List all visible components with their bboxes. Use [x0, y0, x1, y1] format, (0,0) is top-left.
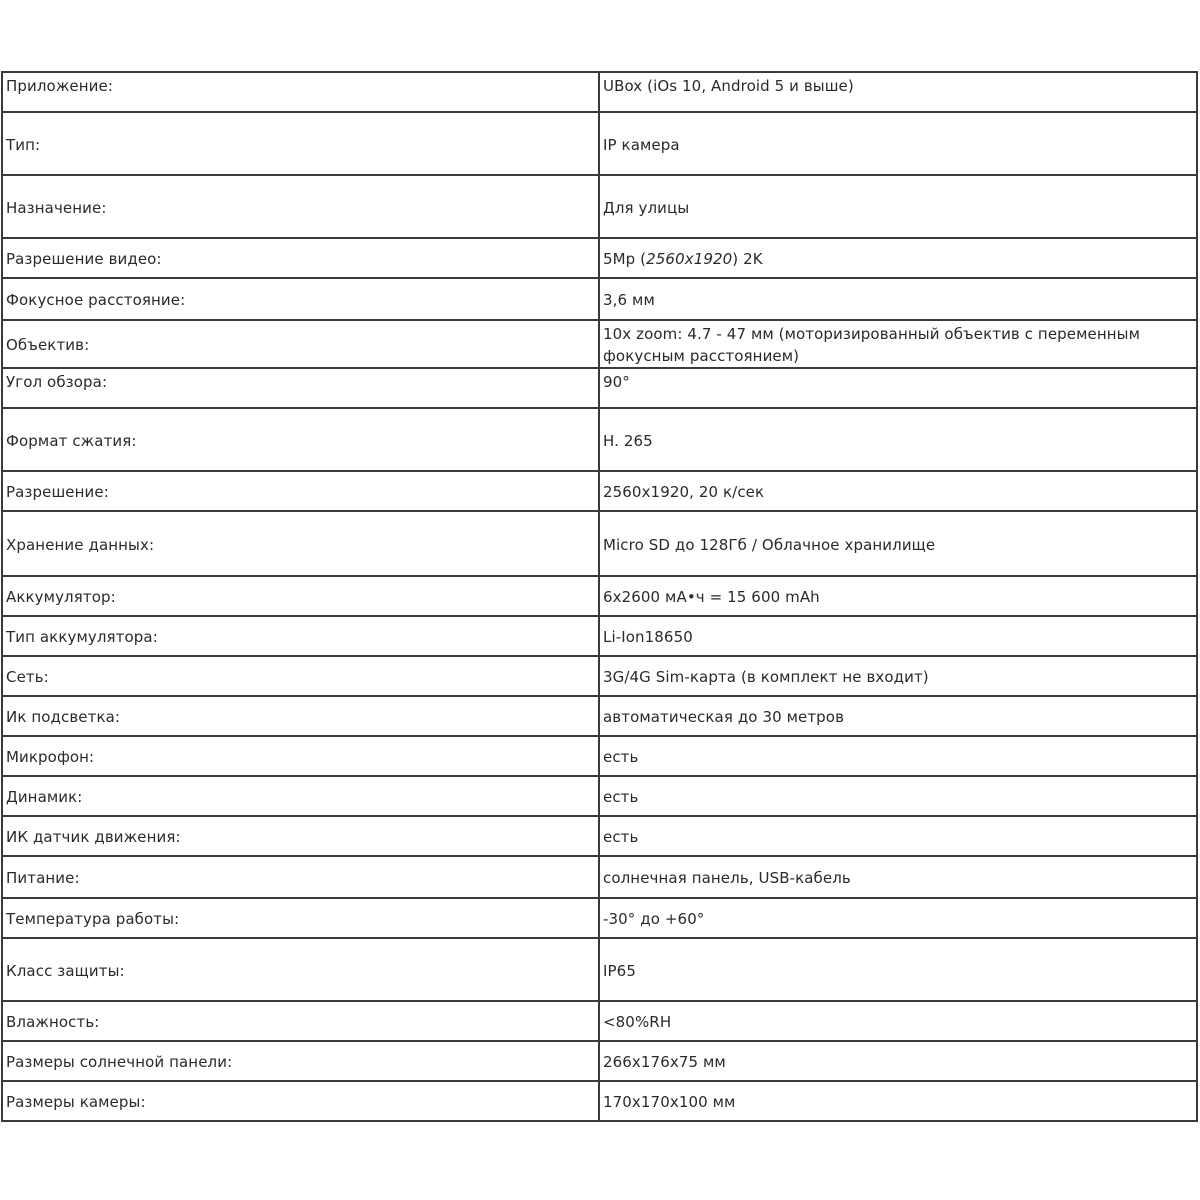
spec-label: Разрешение: [2, 471, 599, 511]
spec-label: Угол обзора: [2, 368, 599, 408]
spec-value: Li-Ion18650 [599, 616, 1197, 656]
spec-label: Динамик: [2, 776, 599, 816]
spec-value: есть [599, 816, 1197, 856]
spec-label: Температура работы: [2, 898, 599, 938]
table-row [2, 238, 1197, 278]
spec-value: H. 265 [599, 408, 1197, 471]
table-row [2, 856, 1197, 898]
table-row [2, 511, 1197, 576]
spec-value: 3G/4G Sim-карта (в комплект не входит) [599, 656, 1197, 696]
table-row [2, 776, 1197, 816]
spec-label: Питание: [2, 856, 599, 898]
table-row [2, 898, 1197, 938]
table-row [2, 320, 1197, 368]
spec-label: Аккумулятор: [2, 576, 599, 616]
spec-label: ИК датчик движения: [2, 816, 599, 856]
spec-value: IP камера [599, 112, 1197, 175]
spec-label: Влажность: [2, 1001, 599, 1041]
spec-value: 10x zoom: 4.7 - 47 мм (моторизированный объектив с переменным фокусным расстоянием) [599, 320, 1197, 368]
spec-label: Фокусное расстояние: [2, 278, 599, 320]
spec-value: 266x176x75 мм [599, 1041, 1197, 1081]
spec-value: автоматическая до 30 метров [599, 696, 1197, 736]
table-row [2, 938, 1197, 1001]
table-row [2, 112, 1197, 175]
value-prefix: 5Mp ( [603, 250, 647, 268]
spec-value: 6x2600 мА•ч = 15 600 mAh [599, 576, 1197, 616]
table-row [2, 576, 1197, 616]
spec-value: 2560x1920, 20 к/сек [599, 471, 1197, 511]
table-row [2, 471, 1197, 511]
spec-value [599, 238, 1197, 278]
table-row [2, 1041, 1197, 1081]
spec-value: солнечная панель, USB-кабель [599, 856, 1197, 898]
spec-label: Приложение: [2, 72, 599, 112]
spec-label: Объектив: [2, 320, 599, 368]
table-row [2, 816, 1197, 856]
spec-value: Micro SD до 128Гб / Облачное хранилище [599, 511, 1197, 576]
spec-table [1, 71, 1198, 1122]
spec-label: Микрофон: [2, 736, 599, 776]
spec-value: 3,6 мм [599, 278, 1197, 320]
value-italic: 2560x1920 [646, 250, 733, 268]
spec-value: есть [599, 776, 1197, 816]
table-row [2, 368, 1197, 408]
spec-value: -30° до +60° [599, 898, 1197, 938]
spec-value: 170x170x100 мм [599, 1081, 1197, 1121]
spec-label: Разрешение видео: [2, 238, 599, 278]
spec-value: 90° [599, 368, 1197, 408]
spec-label: Хранение данных: [2, 511, 599, 576]
spec-value: есть [599, 736, 1197, 776]
table-row [2, 736, 1197, 776]
spec-label: Тип: [2, 112, 599, 175]
spec-label: Класс защиты: [2, 938, 599, 1001]
table-row [2, 1001, 1197, 1041]
table-row [2, 278, 1197, 320]
spec-label: Ик подсветка: [2, 696, 599, 736]
spec-label: Назначение: [2, 175, 599, 238]
spec-value: <80%RH [599, 1001, 1197, 1041]
spec-label: Тип аккумулятора: [2, 616, 599, 656]
spec-value: UBox (iOs 10, Android 5 и выше) [599, 72, 1197, 112]
table-row [2, 1081, 1197, 1121]
table-row [2, 616, 1197, 656]
spec-value: IP65 [599, 938, 1197, 1001]
spec-value: Для улицы [599, 175, 1197, 238]
table-row [2, 175, 1197, 238]
table-row [2, 656, 1197, 696]
table-row [2, 408, 1197, 471]
table-row [2, 72, 1197, 112]
spec-label: Размеры солнечной панели: [2, 1041, 599, 1081]
table-row [2, 696, 1197, 736]
spec-label: Размеры камеры: [2, 1081, 599, 1121]
spec-label: Сеть: [2, 656, 599, 696]
spec-label: Формат сжатия: [2, 408, 599, 471]
value-suffix: ) 2K [732, 250, 763, 268]
